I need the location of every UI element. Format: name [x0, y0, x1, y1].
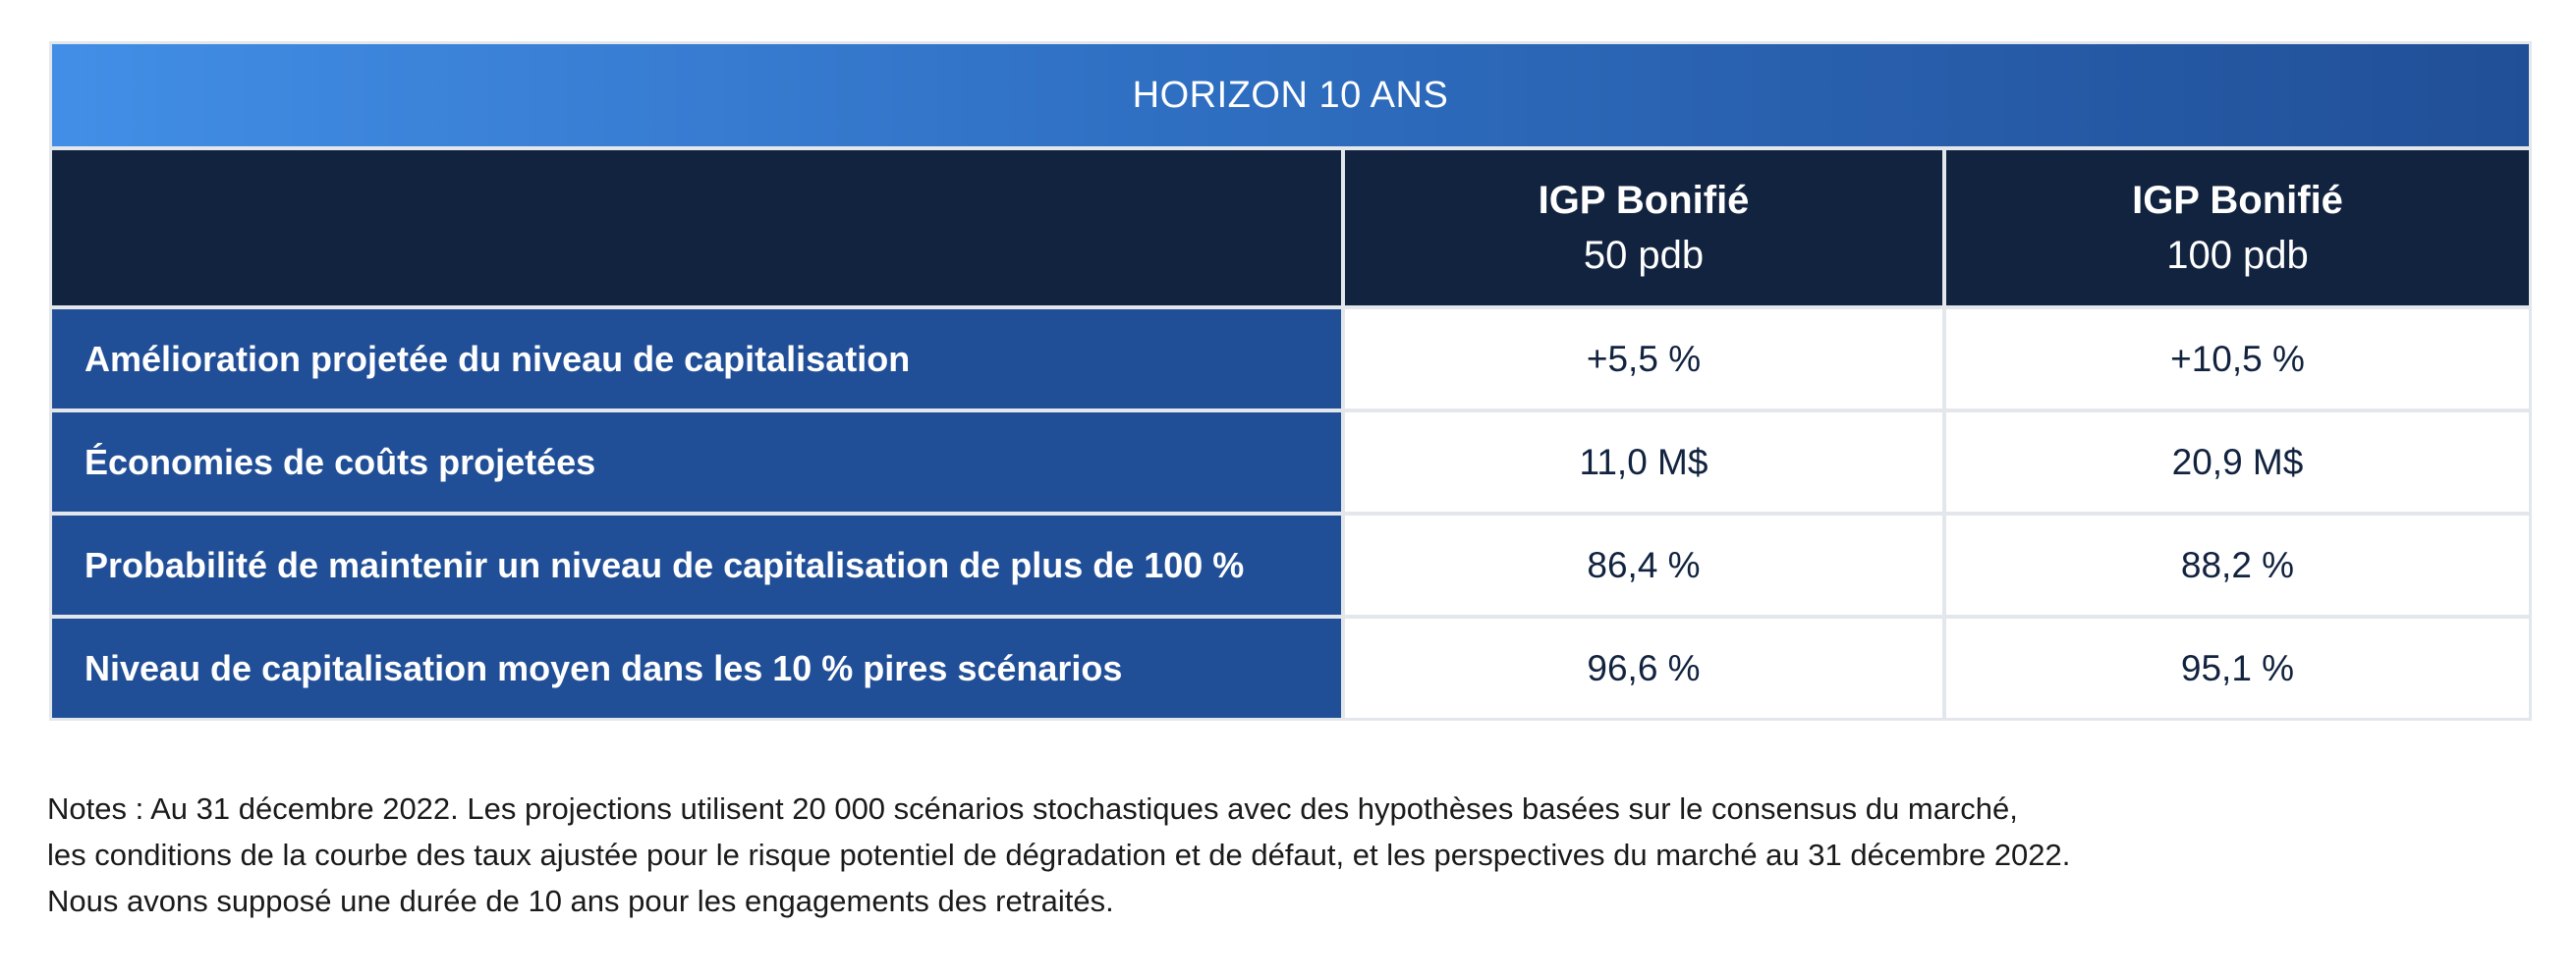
column-header-subtitle: 100 pdb [2166, 234, 2309, 277]
table-row [52, 412, 2529, 512]
row-label: Économies de coûts projetées [52, 412, 1341, 512]
row-label: Amélioration projetée du niveau de capitalisation [52, 309, 1341, 408]
row-value: 96,6 % [1345, 619, 1942, 718]
notes-line: Notes : Au 31 décembre 2022. Les projections utilisent 20 000 scénarios stochastiques avec des hypothèses basées sur le consensus du marché, [47, 791, 2018, 826]
table-row [52, 619, 2529, 718]
header-empty-cell [52, 150, 1341, 305]
table-row [52, 516, 2529, 615]
row-label: Probabilité de maintenir un niveau de capitalisation de plus de 100 % [52, 516, 1341, 615]
table-header-row [52, 150, 2529, 305]
notes-line: Nous avons supposé une durée de 10 ans pour les engagements des retraités. [47, 884, 1114, 918]
row-value: 88,2 % [1946, 516, 2529, 615]
column-header-title: IGP Bonifié [1538, 179, 1750, 222]
table-banner: HORIZON 10 ANS [52, 44, 2529, 146]
row-value: 20,9 M$ [1946, 412, 2529, 512]
column-header-50-pdb [1345, 150, 1942, 305]
table-row [52, 309, 2529, 408]
row-value: +10,5 % [1946, 309, 2529, 408]
row-value: 11,0 M$ [1345, 412, 1942, 512]
column-header-title: IGP Bonifié [2132, 179, 2343, 222]
row-value: 95,1 % [1946, 619, 2529, 718]
column-header-subtitle: 50 pdb [1583, 234, 1705, 277]
notes-line: les conditions de la courbe des taux ajustée pour le risque potentiel de dégradation et de défaut, et les perspectives du marché au 31 décembre 2022. [47, 838, 2071, 872]
row-value: 86,4 % [1345, 516, 1942, 615]
column-header-100-pdb [1946, 150, 2529, 305]
comparison-table [49, 41, 2532, 721]
row-value: +5,5 % [1345, 309, 1942, 408]
row-label: Niveau de capitalisation moyen dans les 10 % pires scénarios [52, 619, 1341, 718]
table-notes [47, 786, 2523, 924]
